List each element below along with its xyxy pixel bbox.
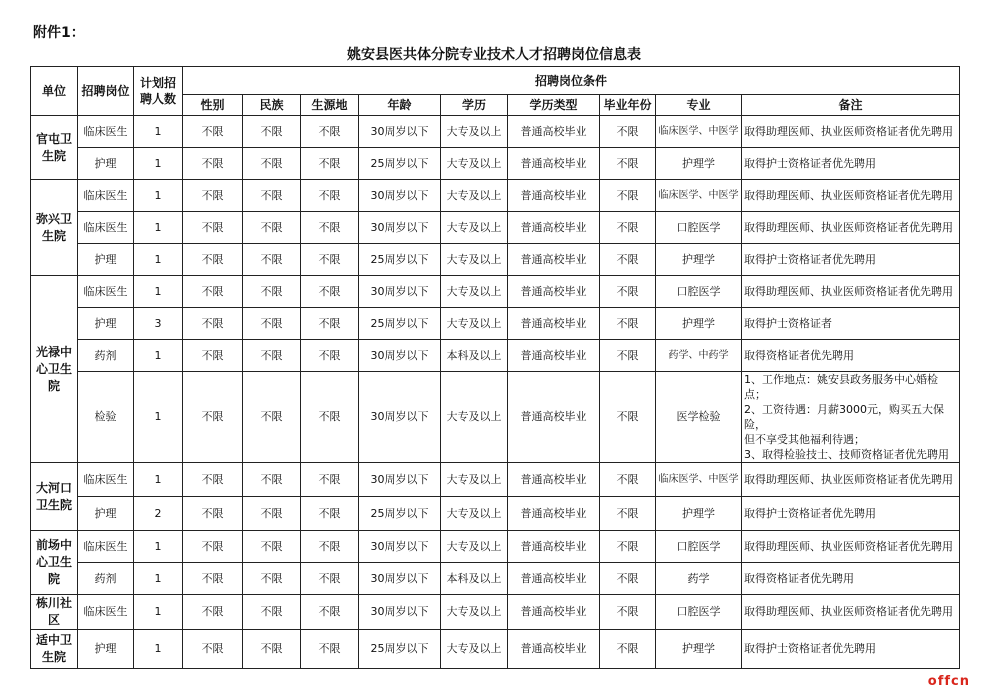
attachment-label: 附件1： [33, 25, 85, 41]
cell-major: 口腔医学 [656, 276, 742, 308]
cell-age: 30周岁以下 [359, 340, 441, 372]
cell-ethnicity: 不限 [243, 340, 301, 372]
cell-remarks: 取得助理医师、执业医师资格证者优先聘用 [742, 180, 960, 212]
cell-remarks: 取得助理医师、执业医师资格证者优先聘用 [742, 531, 960, 563]
cell-count: 1 [134, 372, 183, 463]
table-row [31, 308, 960, 340]
cell-age: 25周岁以下 [359, 308, 441, 340]
cell-grad-year: 不限 [600, 340, 656, 372]
cell-major: 临床医学、中医学 [656, 116, 742, 148]
cell-education: 本科及以上 [441, 340, 508, 372]
cell-origin: 不限 [301, 148, 359, 180]
header-remarks: 备注 [742, 95, 960, 116]
cell-grad-year: 不限 [600, 372, 656, 463]
cell-position: 临床医生 [78, 595, 134, 630]
cell-remarks: 取得资格证者优先聘用 [742, 563, 960, 595]
cell-position: 检验 [78, 372, 134, 463]
cell-gender: 不限 [183, 308, 243, 340]
cell-edu-type: 普通高校毕业 [508, 212, 600, 244]
cell-major: 护理学 [656, 244, 742, 276]
cell-ethnicity: 不限 [243, 595, 301, 630]
table-row [31, 563, 960, 595]
cell-origin: 不限 [301, 212, 359, 244]
cell-gender: 不限 [183, 372, 243, 463]
cell-age: 30周岁以下 [359, 563, 441, 595]
cell-age: 30周岁以下 [359, 116, 441, 148]
cell-grad-year: 不限 [600, 308, 656, 340]
cell-gender: 不限 [183, 595, 243, 630]
cell-age: 30周岁以下 [359, 372, 441, 463]
cell-ethnicity: 不限 [243, 372, 301, 463]
cell-count: 1 [134, 595, 183, 630]
cell-position: 护理 [78, 148, 134, 180]
cell-remarks [742, 372, 960, 463]
remark-line: 但不享受其他福利待遇； [744, 433, 865, 446]
cell-major: 护理学 [656, 308, 742, 340]
cell-major: 临床医学、中医学 [656, 463, 742, 497]
unit-name: 栋川社区 [31, 595, 78, 630]
cell-count: 1 [134, 244, 183, 276]
cell-position: 护理 [78, 630, 134, 669]
cell-position: 药剂 [78, 563, 134, 595]
cell-gender: 不限 [183, 148, 243, 180]
cell-major: 口腔医学 [656, 595, 742, 630]
cell-edu-type: 普通高校毕业 [508, 148, 600, 180]
cell-gender: 不限 [183, 497, 243, 531]
cell-edu-type: 普通高校毕业 [508, 630, 600, 669]
cell-gender: 不限 [183, 563, 243, 595]
cell-grad-year: 不限 [600, 497, 656, 531]
unit-name: 前场中心卫生院 [31, 531, 78, 595]
cell-position: 临床医生 [78, 212, 134, 244]
unit-name: 光禄中心卫生院 [31, 276, 78, 463]
cell-edu-type: 普通高校毕业 [508, 308, 600, 340]
cell-origin: 不限 [301, 308, 359, 340]
cell-remarks: 取得护士资格证者优先聘用 [742, 148, 960, 180]
cell-origin: 不限 [301, 497, 359, 531]
cell-education: 大专及以上 [441, 531, 508, 563]
cell-remarks: 取得护士资格证者优先聘用 [742, 630, 960, 669]
page-title: 姚安县医共体分院专业技术人才招聘岗位信息表 [347, 47, 641, 63]
cell-gender: 不限 [183, 212, 243, 244]
table-row [31, 276, 960, 308]
cell-position: 临床医生 [78, 116, 134, 148]
table-row [31, 595, 960, 630]
cell-ethnicity: 不限 [243, 244, 301, 276]
cell-edu-type: 普通高校毕业 [508, 372, 600, 463]
cell-education: 大专及以上 [441, 244, 508, 276]
cell-ethnicity: 不限 [243, 531, 301, 563]
cell-edu-type: 普通高校毕业 [508, 497, 600, 531]
cell-remarks: 取得助理医师、执业医师资格证者优先聘用 [742, 276, 960, 308]
cell-edu-type: 普通高校毕业 [508, 531, 600, 563]
header-age: 年龄 [359, 95, 441, 116]
cell-remarks: 取得资格证者优先聘用 [742, 340, 960, 372]
cell-origin: 不限 [301, 531, 359, 563]
cell-remarks: 取得助理医师、执业医师资格证者优先聘用 [742, 595, 960, 630]
cell-position: 药剂 [78, 340, 134, 372]
cell-age: 30周岁以下 [359, 180, 441, 212]
table-row [31, 497, 960, 531]
cell-edu-type: 普通高校毕业 [508, 340, 600, 372]
cell-gender: 不限 [183, 630, 243, 669]
cell-count: 1 [134, 116, 183, 148]
unit-name: 官屯卫生院 [31, 116, 78, 180]
header-edu-type: 学历类型 [508, 95, 600, 116]
table-row [31, 148, 960, 180]
cell-education: 大专及以上 [441, 180, 508, 212]
cell-remarks: 取得护士资格证者优先聘用 [742, 244, 960, 276]
cell-edu-type: 普通高校毕业 [508, 116, 600, 148]
cell-education: 大专及以上 [441, 630, 508, 669]
table-row [31, 340, 960, 372]
header-plan-count: 计划招聘人数 [134, 67, 183, 116]
cell-remarks: 取得助理医师、执业医师资格证者优先聘用 [742, 116, 960, 148]
cell-age: 25周岁以下 [359, 497, 441, 531]
cell-grad-year: 不限 [600, 595, 656, 630]
cell-grad-year: 不限 [600, 563, 656, 595]
cell-gender: 不限 [183, 180, 243, 212]
remark-line: 1、工作地点：姚安县政务服务中心婚检点； [744, 373, 938, 401]
cell-count: 1 [134, 212, 183, 244]
cell-grad-year: 不限 [600, 463, 656, 497]
cell-age: 30周岁以下 [359, 212, 441, 244]
cell-gender: 不限 [183, 276, 243, 308]
cell-grad-year: 不限 [600, 148, 656, 180]
remark-line: 3、取得检验技士、技师资格证者优先聘用 [744, 448, 949, 461]
cell-gender: 不限 [183, 116, 243, 148]
cell-ethnicity: 不限 [243, 116, 301, 148]
table-row [31, 372, 960, 463]
cell-origin: 不限 [301, 463, 359, 497]
cell-gender: 不限 [183, 463, 243, 497]
cell-gender: 不限 [183, 531, 243, 563]
cell-ethnicity: 不限 [243, 630, 301, 669]
table-row [31, 244, 960, 276]
cell-grad-year: 不限 [600, 630, 656, 669]
cell-education: 大专及以上 [441, 116, 508, 148]
cell-position: 护理 [78, 244, 134, 276]
header-major: 专业 [656, 95, 742, 116]
cell-count: 2 [134, 497, 183, 531]
cell-education: 大专及以上 [441, 497, 508, 531]
cell-edu-type: 普通高校毕业 [508, 244, 600, 276]
table-row [31, 463, 960, 497]
cell-origin: 不限 [301, 595, 359, 630]
cell-major: 口腔医学 [656, 531, 742, 563]
cell-major: 医学检验 [656, 372, 742, 463]
cell-age: 30周岁以下 [359, 595, 441, 630]
watermark: offcn [927, 674, 970, 689]
cell-position: 临床医生 [78, 463, 134, 497]
cell-major: 护理学 [656, 630, 742, 669]
cell-age: 25周岁以下 [359, 148, 441, 180]
cell-count: 1 [134, 563, 183, 595]
cell-education: 大专及以上 [441, 372, 508, 463]
cell-grad-year: 不限 [600, 212, 656, 244]
cell-edu-type: 普通高校毕业 [508, 595, 600, 630]
cell-ethnicity: 不限 [243, 180, 301, 212]
unit-name: 弥兴卫生院 [31, 180, 78, 276]
remark-line: 2、工资待遇：月薪3000元，购买五大保险， [744, 403, 944, 431]
cell-education: 大专及以上 [441, 276, 508, 308]
cell-age: 30周岁以下 [359, 276, 441, 308]
cell-major: 药学、中药学 [656, 340, 742, 372]
cell-gender: 不限 [183, 244, 243, 276]
cell-age: 30周岁以下 [359, 531, 441, 563]
cell-education: 大专及以上 [441, 212, 508, 244]
cell-education: 大专及以上 [441, 308, 508, 340]
cell-ethnicity: 不限 [243, 308, 301, 340]
cell-education: 本科及以上 [441, 563, 508, 595]
cell-age: 30周岁以下 [359, 463, 441, 497]
header-education: 学历 [441, 95, 508, 116]
cell-count: 1 [134, 340, 183, 372]
cell-origin: 不限 [301, 630, 359, 669]
cell-position: 护理 [78, 497, 134, 531]
cell-edu-type: 普通高校毕业 [508, 180, 600, 212]
cell-ethnicity: 不限 [243, 276, 301, 308]
header-gender: 性别 [183, 95, 243, 116]
table-row [31, 212, 960, 244]
unit-name: 适中卫生院 [31, 630, 78, 669]
cell-edu-type: 普通高校毕业 [508, 276, 600, 308]
cell-education: 大专及以上 [441, 595, 508, 630]
cell-ethnicity: 不限 [243, 212, 301, 244]
cell-origin: 不限 [301, 340, 359, 372]
header-grad-year: 毕业年份 [600, 95, 656, 116]
cell-ethnicity: 不限 [243, 563, 301, 595]
cell-origin: 不限 [301, 372, 359, 463]
cell-remarks: 取得助理医师、执业医师资格证者优先聘用 [742, 463, 960, 497]
cell-origin: 不限 [301, 563, 359, 595]
cell-ethnicity: 不限 [243, 463, 301, 497]
cell-count: 1 [134, 463, 183, 497]
cell-origin: 不限 [301, 116, 359, 148]
recruitment-table [30, 66, 960, 669]
cell-grad-year: 不限 [600, 244, 656, 276]
cell-major: 护理学 [656, 497, 742, 531]
cell-education: 大专及以上 [441, 463, 508, 497]
cell-gender: 不限 [183, 340, 243, 372]
cell-count: 1 [134, 630, 183, 669]
cell-education: 大专及以上 [441, 148, 508, 180]
cell-position: 临床医生 [78, 276, 134, 308]
cell-major: 护理学 [656, 148, 742, 180]
cell-count: 1 [134, 276, 183, 308]
cell-major: 口腔医学 [656, 212, 742, 244]
cell-edu-type: 普通高校毕业 [508, 463, 600, 497]
cell-grad-year: 不限 [600, 116, 656, 148]
cell-age: 25周岁以下 [359, 630, 441, 669]
cell-origin: 不限 [301, 244, 359, 276]
header-row-1 [31, 67, 960, 95]
cell-major: 临床医学、中医学 [656, 180, 742, 212]
header-conditions: 招聘岗位条件 [183, 67, 960, 95]
cell-remarks: 取得护士资格证者优先聘用 [742, 497, 960, 531]
cell-origin: 不限 [301, 276, 359, 308]
cell-grad-year: 不限 [600, 276, 656, 308]
cell-count: 1 [134, 531, 183, 563]
cell-count: 3 [134, 308, 183, 340]
cell-position: 临床医生 [78, 180, 134, 212]
table-row [31, 180, 960, 212]
header-ethnicity: 民族 [243, 95, 301, 116]
table-row [31, 116, 960, 148]
cell-grad-year: 不限 [600, 180, 656, 212]
cell-ethnicity: 不限 [243, 497, 301, 531]
cell-count: 1 [134, 148, 183, 180]
header-origin: 生源地 [301, 95, 359, 116]
cell-remarks: 取得护士资格证者 [742, 308, 960, 340]
cell-position: 临床医生 [78, 531, 134, 563]
header-position: 招聘岗位 [78, 67, 134, 116]
table-row [31, 531, 960, 563]
cell-age: 25周岁以下 [359, 244, 441, 276]
cell-grad-year: 不限 [600, 531, 656, 563]
cell-origin: 不限 [301, 180, 359, 212]
cell-remarks: 取得助理医师、执业医师资格证者优先聘用 [742, 212, 960, 244]
table-row [31, 630, 960, 669]
cell-major: 药学 [656, 563, 742, 595]
cell-ethnicity: 不限 [243, 148, 301, 180]
unit-name: 大河口卫生院 [31, 463, 78, 531]
cell-edu-type: 普通高校毕业 [508, 563, 600, 595]
cell-position: 护理 [78, 308, 134, 340]
header-unit: 单位 [31, 67, 78, 116]
cell-count: 1 [134, 180, 183, 212]
